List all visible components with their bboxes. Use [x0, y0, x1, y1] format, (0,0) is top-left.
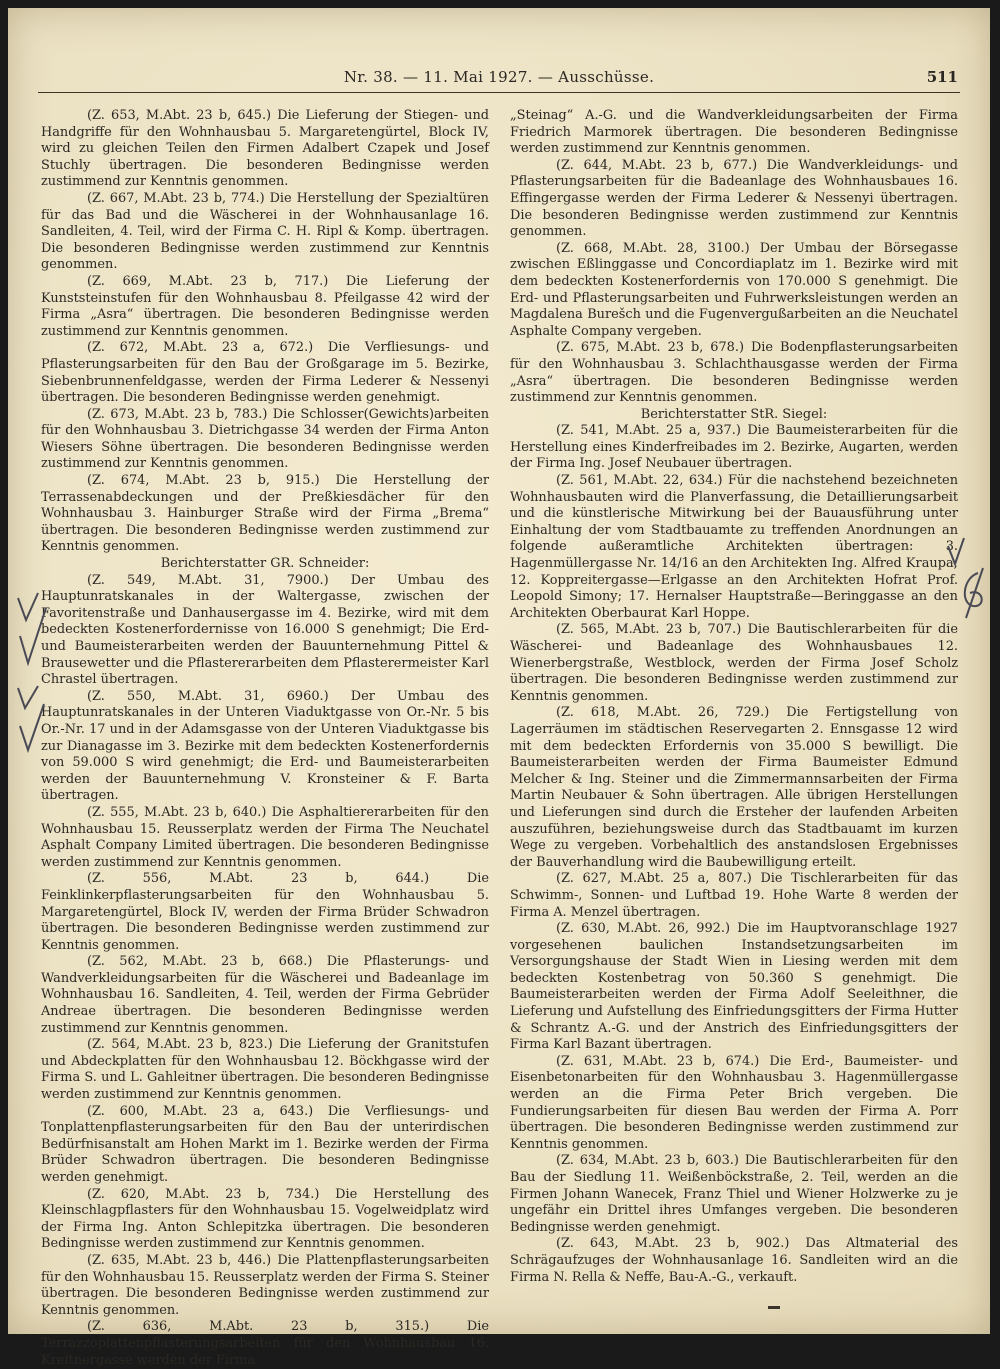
- paragraph: (Z. 674, M.Abt. 23 b, 915.) Die Herstellung der Terrassenabdeckungen und der Preßkiesdächer für den Wohnhausbau 3. Hainburger Straße wird der Firma „Brema“ übertragen. Die besonderen Bedingnisse werden zustimmend zur Kenntnis genommen.: [41, 473, 489, 555]
- left-column: [41, 108, 489, 1368]
- paragraph: (Z. 564, M.Abt. 23 b, 823.) Die Lieferung der Granitstufen und Abdeckplatten für den Wohnhausbau 12. Böckhgasse wird der Firma S. und L. Gahleitner übertragen. Die besonderen Bedingnisse werden zustimmend zur Kenntnis genommen.: [41, 1037, 489, 1103]
- right-column: [510, 108, 958, 1294]
- paragraph: (Z. 561, M.Abt. 22, 634.) Für die nachstehend bezeichneten Wohnhausbauten wird die Planverfassung, die Detaillierungsarbeit und die künstlerische Mitwirkung bei der Bauausführung unter Einhaltung der vom Stadtbauamte zu treffenden Anordnungen an folgende außeramtliche Architekten übertragen: 3. Hagenmüllergasse Nr. 14/16 an den Architekten Ing. Alfred Kraupa; 12. Koppreitergasse—Erlgasse an den Architekten Hofrat Prof. Leopold Simony; 17. Hernalser Hauptstraße—Beringgasse an den Architekten Oberbaurat Karl Hoppe.: [510, 473, 958, 621]
- paragraph: (Z. 565, M.Abt. 23 b, 707.) Die Bautischlerarbeiten für die Wäscherei- und Badeanlage des Wohnhausbaues 12. Wienerbergstraße, Westblock, werden der Firma Josef Scholz übertragen. Die besonderen Bedingnisse werden zustimmend zur Kenntnis genommen.: [510, 622, 958, 704]
- paragraph: (Z. 630, M.Abt. 26, 992.) Die im Hauptvoranschlage 1927 vorgesehenen baulichen Instandsetzungsarbeiten im Versorgungshause der Stadt Wien in Liesing werden mit dem bedeckten Kostenbetrag von 50.360 S genehmigt. Die Baumeisterarbeiten werden der Firma Adolf Seeleithner, die Lieferung und Aufstellung des Einfriedungsgitters der Firma Hutter & Schrantz A.-G. und der Anstrich des Einfriedungsgitters der Firma Karl Bazant übertragen.: [510, 921, 958, 1053]
- document-page: [8, 8, 990, 1368]
- paragraph: (Z. 636, M.Abt. 23 b, 315.) Die Terrazzoplattenpflasterungsarbeiten für den Wohnhausbau 16. Kreitnergasse werden der Firma: [41, 1319, 489, 1368]
- page-number: 511: [926, 68, 958, 86]
- paragraph: (Z. 562, M.Abt. 23 b, 668.) Die Pflasterungs- und Wandverkleidungsarbeiten für die Wäscherei und Badeanlage im Wohnhausbau 16. Sandleiten, 4. Teil, werden der Firma Gebrüder Andreae übertragen. Die besonderen Bedingnisse werden zustimmend zur Kenntnis genommen.: [41, 954, 489, 1036]
- paragraph: (Z. 556, M.Abt. 23 b, 644.) Die Feinklinkerpflasterungsarbeiten für den Wohnhausbau 5. Margaretengürtel, Block IV, werden der Firma Brüder Schwadron übertragen. Die besonderen Bedingnisse werden zustimmend zur Kenntnis genommen.: [41, 871, 489, 953]
- paragraph: (Z. 635, M.Abt. 23 b, 446.) Die Plattenpflasterungsarbeiten für den Wohnhausbau 15. Reusserplatz werden der Firma S. Steiner übertragen. Die besonderen Bedingnisse werden zustimmend zur Kenntnis genommen.: [41, 1252, 489, 1318]
- checkmark-pencil: [18, 593, 38, 620]
- paragraph: (Z. 669, M.Abt. 23 b, 717.) Die Lieferung der Kunststeinstufen für den Wohnhausbau 8. Pfeilgasse 42 wird der Firma „Asra“ übertragen. Die besonderen Bedingnisse werden zustimmend zur Kenntnis genommen.: [41, 273, 489, 339]
- paragraph: (Z. 667, M.Abt. 23 b, 774.) Die Herstellung der Spezialtüren für das Bad und die Wäscherei in der Wohnhausanlage 16. Sandleiten, 4. Teil, wird der Firma C. H. Ripl & Komp. übertragen. Die besonderen Bedingnisse werden zustimmend zur Kenntnis genommen.: [41, 190, 489, 273]
- paragraph: (Z. 541, M.Abt. 25 a, 937.) Die Baumeisterarbeiten für die Herstellung eines Kinderfreibades im 2. Bezirke, Augarten, werden der Firma Ing. Josef Neubauer übertragen.: [510, 423, 958, 472]
- paragraph: (Z. 675, M.Abt. 23 b, 678.) Die Bodenpflasterungsarbeiten für den Wohnhausbau 3. Schlachthausgasse werden der Firma „Asra“ übertragen. Die besonderen Bedingnisse werden zustimmend zur Kenntnis genommen.: [510, 340, 958, 406]
- header-title: Nr. 38. — 11. Mai 1927. — Ausschüsse.: [343, 68, 655, 86]
- paragraph: (Z. 634, M.Abt. 23 b, 603.) Die Bautischlerarbeiten für den Bau der Siedlung 11. Weißenböckstraße, 2. Teil, werden an die Firmen Johann Wanecek, Franz Thiel und Wiener Holzwerke zu je ungefähr ein Drittel ihres Umfanges vergeben. Die besonderen Bedingnisse werden genehmigt.: [510, 1153, 958, 1235]
- section-heading: Berichterstatter GR. Schneider:: [160, 556, 370, 572]
- paragraph: (Z. 668, M.Abt. 28, 3100.) Der Umbau der Börsegasse zwischen Eßlinggasse und Concordiaplatz im 1. Bezirke wird mit dem bedeckten Kostenerfordernis von 170.000 S genehmigt. Die Erd- und Pflasterungsarbeiten und Fuhrwerksleistungen werden an Magdalena Burešch und die Fugenvergußarbeiten an die Neuchatel Asphalte Company vergeben.: [510, 240, 958, 339]
- paragraph: (Z. 644, M.Abt. 23 b, 677.) Die Wandverkleidungs- und Pflasterungsarbeiten für die Badeanlage des Wohnhausbaues 16. Effingergasse werden der Firma Lederer & Nessenyi übertragen. Die besonderen Bedingnisse werden zustimmend zur Kenntnis genommen.: [510, 157, 958, 240]
- paragraph: (Z. 549, M.Abt. 31, 7900.) Der Umbau des Hauptunratskanales in der Waltergasse, zwischen der Favoritenstraße und Danhausergasse im 4. Bezirke, wird mit dem bedeckten Kostenerfordernisse von 16.000 S genehmigt; Die Erd- und Baumeisterarbeiten werden der Bauunternehmung Pittel & Brausewetter und die Pflastererarbeiten dem Pflasterermeister Karl Chrastel übertragen.: [41, 572, 489, 688]
- paragraph: (Z. 672, M.Abt. 23 a, 672.) Die Verfliesungs- und Pflasterungsarbeiten für den Bau der Großgarage im 5. Bezirke, Siebenbrunnenfeldgasse, werden der Firma Lederer & Nessenyi übertragen. Die besonderen Bedingnisse werden genehmigt.: [41, 340, 489, 406]
- paragraph: (Z. 620, M.Abt. 23 b, 734.) Die Herstellung des Kleinschlagpflasters für den Wohnhausbau 15. Vogelweidplatz wird der Firma Ing. Anton Schlepitzka übertragen. Die besonderen Bedingnisse werden zustimmend zur Kenntnis genommen.: [41, 1186, 489, 1252]
- paragraph: (Z. 555, M.Abt. 23 b, 640.) Die Asphaltiererarbeiten für den Wohnhausbau 15. Reusserplatz werden der Firma The Neuchatel Asphalt Company Limited übertragen. Die besonderen Bedingnisse werden zustimmend zur Kenntnis genommen.: [41, 804, 489, 870]
- scribble-pencil: [965, 568, 983, 618]
- paragraph: „Steinag“ A.-G. und die Wandverkleidungsarbeiten der Firma Friedrich Marmorek übertragen. Die besonderen Bedingnisse werden zustimmend zur Kenntnis genommen.: [510, 108, 958, 157]
- paragraph: (Z. 643, M.Abt. 23 b, 902.) Das Altmaterial des Schrägaufzuges der Wohnhausanlage 16. Sandleiten wird an die Firma N. Rella & Neffe, Bau-A.-G., verkauft.: [510, 1236, 958, 1285]
- page-header: [38, 66, 960, 98]
- checkmark-pencil: [18, 686, 38, 708]
- paragraph: (Z. 627, M.Abt. 25 a, 807.) Die Tischlerarbeiten für das Schwimm-, Sonnen- und Luftbad 19. Hohe Warte 8 werden der Firma A. Menzel übertragen.: [510, 871, 958, 920]
- paragraph: (Z. 600, M.Abt. 23 a, 643.) Die Verfliesungs- und Tonplattenpflasterungsarbeiten für den Bau der unterirdischen Bedürfnisanstalt am Hohen Markt im 1. Bezirke werden der Firma Brüder Schwadron übertragen. Die besonderen Bedingnisse werden genehmigt.: [41, 1103, 489, 1185]
- paragraph: (Z. 653, M.Abt. 23 b, 645.) Die Lieferung der Stiegen- und Handgriffe für den Wohnhausbau 5. Margaretengürtel, Block IV, wird zu gleichen Teilen den Firmen Adalbert Czapek und Josef Stuchly übertragen. Die besonderen Bedingnisse werden zustimmend zur Kenntnis genommen.: [41, 108, 489, 190]
- printer-mark: [768, 1306, 780, 1309]
- header-rule: [38, 92, 960, 93]
- paragraph: (Z. 631, M.Abt. 23 b, 674.) Die Erd-, Baumeister- und Eisenbetonarbeiten für den Wohnhausbau 3. Hagenmüllergasse werden an die Firma Peter Brich vergeben. Die Fundierungsarbeiten für diesen Bau werden der Firma A. Porr übertragen. Die besonderen Bedingnisse werden zustimmend zur Kenntnis genommen.: [510, 1053, 958, 1152]
- paragraph: (Z. 673, M.Abt. 23 b, 783.) Die Schlosser(Gewichts)arbeiten für den Wohnhausbau 3. Dietrichgasse 34 werden der Firma Anton Wiesers Söhne übertragen. Die besonderen Bedingnisse werden zustimmend zur Kenntnis genommen.: [41, 406, 489, 472]
- paragraph: (Z. 618, M.Abt. 26, 729.) Die Fertigstellung von Lagerräumen im städtischen Reservegarten 2. Ennsgasse 12 wird mit dem bedeckten Erfordernis von 35.000 S bewilligt. Die Baumeisterarbeiten werden der Firma Baumeister Edmund Melcher & Ing. Steiner und die Zimmermannsarbeiten der Firma Martin Neubauer & Sohn übertragen. Alle übrigen Herstellungen und Lieferungen sind durch die Ersteher der laufenden Arbeiten auszuführen, beziehungsweise durch das Stadtbauamt im kurzen Wege zu vergeben. Vorbehaltlich des anstandslosen Ergebnisses der Bauverhandlung wird die Baubewilligung erteilt.: [510, 705, 958, 870]
- paragraph: (Z. 550, M.Abt. 31, 6960.) Der Umbau des Hauptunratskanales in der Unteren Viaduktgasse von Or.-Nr. 5 bis Or.-Nr. 17 und in der Adamsgasse von der Unteren Viaduktgasse bis zur Dianagasse im 3. Bezirke mit dem bedeckten Kostenerfordernis von 59.000 S wird genehmigt; die Erd- und Baumeisterarbeiten werden der Bauunternehmung V. Kronsteiner & F. Barta übertragen.: [41, 688, 489, 804]
- section-heading: Berichterstatter StR. Siegel:: [640, 406, 828, 422]
